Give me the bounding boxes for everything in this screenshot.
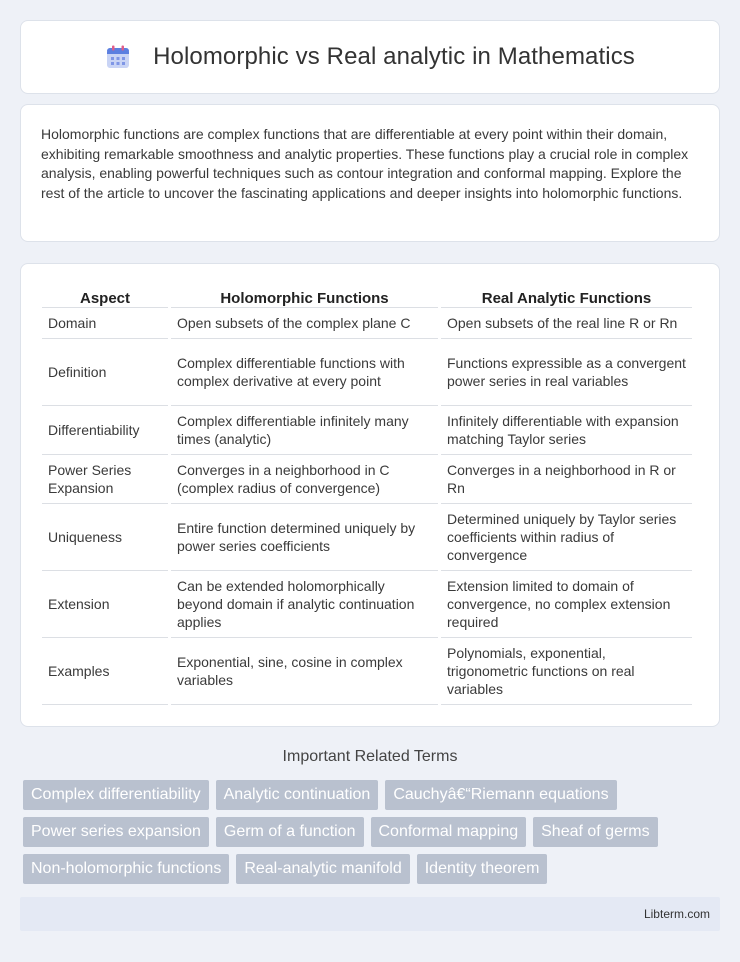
related-terms-heading: Important Related Terms [282,748,458,765]
table-row [42,406,692,455]
related-term-tag[interactable]: Cauchyâ€“Riemann equations [385,780,616,810]
cell-holomorphic: Can be extended holomorphically beyond domain if analytic continuation applies [171,571,438,638]
page-title: Holomorphic vs Real analytic in Mathematics [153,43,635,70]
comparison-table-card [20,263,720,727]
footer [20,897,720,931]
related-term-tag[interactable]: Real-analytic manifold [236,854,409,884]
header-card [20,20,720,94]
table-row [42,339,692,406]
table-row [42,308,692,339]
related-term-tag[interactable]: Power series expansion [23,817,209,847]
intro-text: Holomorphic functions are complex functions that are differentiable at every point within their domain, exhibiting remarkable smoothness and analytic properties. These functions play a crucial role in complex analysis, enabling powerful techniques such as contour integration and conformal mapping. Explore the rest of the article to uncover the fascinating applications and deeper insights into holomorphic functions. [41,126,689,201]
table-row [42,504,692,571]
cell-real-analytic: Extension limited to domain of convergence, no complex extension required [441,571,692,638]
table-row [42,455,692,504]
footer-brand-link[interactable]: Libterm.com [643,907,710,921]
cell-aspect: Examples [42,638,168,705]
cell-holomorphic: Open subsets of the complex plane C [171,308,438,339]
table-row [42,571,692,638]
cell-holomorphic: Complex differentiable infinitely many times (analytic) [171,406,438,455]
cell-holomorphic: Complex differentiable functions with complex derivative at every point [171,339,438,406]
cell-holomorphic: Exponential, sine, cosine in complex variables [171,638,438,705]
cell-aspect: Definition [42,339,168,406]
related-term-tag[interactable]: Analytic continuation [216,780,379,810]
cell-real-analytic: Infinitely differentiable with expansion matching Taylor series [441,406,692,455]
related-term-tag[interactable]: Germ of a function [216,817,364,847]
cell-aspect: Differentiability [42,406,168,455]
related-terms-list [23,780,723,891]
related-term-tag[interactable]: Non-holomorphic functions [23,854,229,884]
related-term-tag[interactable]: Conformal mapping [371,817,527,847]
column-header-real-analytic: Real Analytic Functions [441,284,692,308]
column-header-holomorphic: Holomorphic Functions [171,284,438,308]
cell-holomorphic: Entire function determined uniquely by power series coefficients [171,504,438,571]
cell-holomorphic: Converges in a neighborhood in C (complex radius of convergence) [171,455,438,504]
cell-real-analytic: Determined uniquely by Taylor series coefficients within radius of convergence [441,504,692,571]
cell-real-analytic: Functions expressible as a convergent power series in real variables [441,339,692,406]
cell-real-analytic: Open subsets of the real line R or Rn [441,308,692,339]
comparison-table [39,284,695,705]
cell-aspect: Uniqueness [42,504,168,571]
cell-aspect: Extension [42,571,168,638]
table-row [42,638,692,705]
related-term-tag[interactable]: Sheaf of germs [533,817,658,847]
table-header-row [42,284,692,308]
cell-aspect: Domain [42,308,168,339]
cell-real-analytic: Converges in a neighborhood in R or Rn [441,455,692,504]
intro-card [20,104,720,242]
column-header-aspect: Aspect [42,284,168,308]
related-term-tag[interactable]: Identity theorem [417,854,548,884]
related-term-tag[interactable]: Complex differentiability [23,780,209,810]
cell-aspect: Power Series Expansion [42,455,168,504]
calendar-icon [105,44,131,70]
cell-real-analytic: Polynomials, exponential, trigonometric functions on real variables [441,638,692,705]
